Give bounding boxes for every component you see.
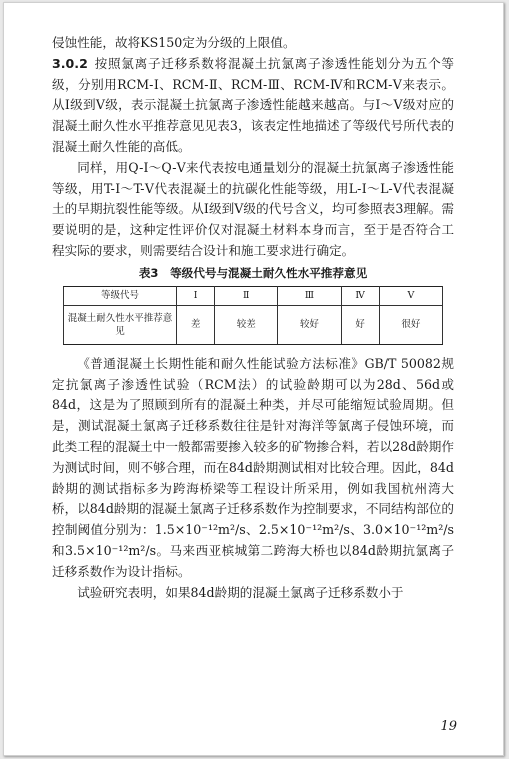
table-cell: 较好 — [278, 305, 341, 344]
header-cell: Ⅳ — [341, 286, 379, 305]
table-title: 表3 等级代号与混凝土耐久性水平推荐意见 — [138, 265, 368, 280]
table-cell: 混凝土耐久性水平推荐意见 — [64, 305, 177, 344]
paragraph-research: 试验研究表明，如果84d龄期的混凝土氯离子迁移系数小于 — [77, 584, 404, 600]
header-cell: 等级代号 — [64, 286, 177, 305]
grade-table — [63, 286, 443, 345]
document-page — [3, 2, 504, 756]
paragraph-grades: 同样，用Q-Ⅰ～Q-Ⅴ来代表按电通量划分的混凝土抗氯离子渗透性能等级，用T-Ⅰ～T-Ⅴ代表混凝土的抗碳化性能等级，用L-Ⅰ～L-Ⅴ代表混凝土的早期抗裂性能等级。从Ⅰ级到Ⅴ级的代号含义，均可参照表3理解。需要说明的是，这种定性评价仅对混凝土材料本身而言，至于是否符合工程实际的要求，则需要结合设计和施工要求进行确定。 — [52, 159, 454, 258]
table-row — [64, 305, 443, 344]
paragraph-continuation: 侵蚀性能，故将KS150定为分级的上限值。 — [52, 35, 296, 50]
table-header-row — [64, 286, 443, 305]
header-cell: Ⅴ — [379, 286, 442, 305]
page-number: 19 — [440, 719, 457, 734]
page-content — [52, 33, 454, 603]
table-cell: 好 — [341, 305, 379, 344]
section-3-0-2 — [52, 54, 454, 158]
table-cell: 差 — [177, 305, 215, 344]
header-cell: Ⅱ — [215, 286, 278, 305]
header-cell: Ⅰ — [177, 286, 215, 305]
section-number: 3.0.2 — [52, 55, 88, 71]
paragraph-rcm-standard: 《普通混凝土长期性能和耐久性能试验方法标准》GB/T 50082规定抗氯离子渗透性试验（RCM法）的试验龄期可以为28d、56d或84d，这是为了照顾到所有的混凝土种类，并尽可能缩短试验周期。但是，测试混凝土氯离子迁移系数往往是针对海洋等氯离子侵蚀环境，而此类工程的混凝土中一般都需要掺入较多的矿物掺合料，若以28d龄期作为测试时间，则不够合理，而在84d龄期测试相对比较合理。因此，84d龄期的测试指标多为跨海桥梁等工程设计所采用，例如我国杭州湾大桥，以84d龄期的混凝土氯离子迁移系数作为控制要求，不同结构部位的控制阈值分别为：1.5×10⁻¹²m²/s、2.5×10⁻¹²m²/s、3.0×10⁻¹²m²/s和3.5×10⁻¹²m²/s。马来西亚槟城第二跨海大桥也以84d龄期抗氯离子迁移系数作为设计指标。 — [52, 355, 454, 579]
header-cell: Ⅲ — [278, 286, 341, 305]
table-cell: 很好 — [379, 305, 442, 344]
table-cell: 较差 — [215, 305, 278, 344]
section-text: 按照氯离子迁移系数将混凝土抗氯离子渗透性能划分为五个等级，分别用RCM-Ⅰ、RCM-Ⅱ、RCM-Ⅲ、RCM-Ⅳ和RCM-Ⅴ来表示。从Ⅰ级到Ⅴ级，表示混凝土抗氯离子渗透性能越来越高。与Ⅰ～Ⅴ级对应的混凝土耐久性水平推荐意见见表3，该表定性地描述了等级代号所代表的混凝土耐久性能的高低。 — [52, 55, 454, 154]
